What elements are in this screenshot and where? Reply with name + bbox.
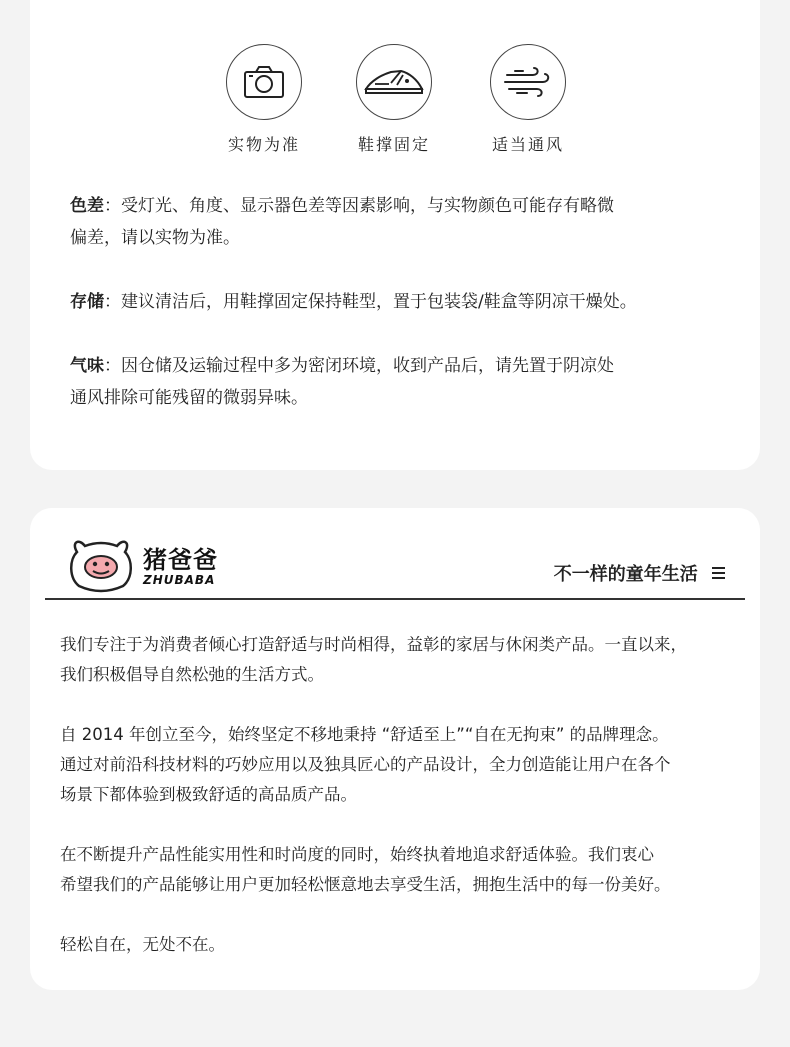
about-line: 我们专注于为消费者倾心打造舒适与时尚相得，益彰的家居与休闲类产品。一直以来， bbox=[60, 635, 687, 654]
pig-logo-icon bbox=[65, 538, 137, 594]
about-line: 轻松自在，无处不在。 bbox=[60, 935, 225, 954]
note-title: 存储 bbox=[70, 292, 104, 312]
note-line: 通风排除可能残留的微弱异味。 bbox=[70, 388, 308, 408]
brand-slogan bbox=[554, 560, 725, 586]
wind-icon bbox=[503, 66, 553, 98]
note-line: 偏差，请以实物为准。 bbox=[70, 228, 240, 248]
care-label: 适当通风 bbox=[491, 135, 564, 154]
care-notes bbox=[70, 190, 750, 446]
divider bbox=[45, 598, 745, 600]
care-item-shoe-tree bbox=[334, 44, 454, 155]
about-paragraph bbox=[60, 840, 750, 900]
about-line: 场景下都体验到极致舒适的高品质产品。 bbox=[60, 785, 357, 804]
care-label: 鞋撑固定 bbox=[357, 135, 430, 154]
note-line: ：受灯光、角度、显示器色差等因素影响，与实物颜色可能存有略微 bbox=[104, 196, 614, 216]
note-odor bbox=[70, 350, 750, 414]
brand-story-card bbox=[30, 508, 760, 990]
about-line: 在不断提升产品性能实用性和时尚度的同时，始终执着地追求舒适体验。我们衷心 bbox=[60, 845, 654, 864]
care-item-color bbox=[204, 44, 324, 155]
note-storage bbox=[70, 286, 750, 318]
brand-about bbox=[60, 630, 750, 990]
about-paragraph bbox=[60, 630, 750, 690]
about-line: 希望我们的产品能够让用户更加轻松惬意地去享受生活，拥抱生活中的每一份美好。 bbox=[60, 875, 671, 894]
brand-name-cn: 猪爸爸 bbox=[143, 546, 218, 574]
menu-icon[interactable] bbox=[712, 567, 725, 579]
camera-icon bbox=[243, 65, 285, 99]
brand-name-en: ZHUBABA bbox=[143, 573, 216, 587]
note-title: 色差 bbox=[70, 196, 104, 216]
about-line: 自 2014 年创立至今，始终坚定不移地秉持 “舒适至上”“自在无拘束” 的品牌理念。 bbox=[60, 725, 669, 744]
note-title: 气味 bbox=[70, 356, 104, 376]
care-label: 实物为准 bbox=[227, 135, 300, 154]
about-paragraph bbox=[60, 930, 750, 960]
note-line: ：建议清洁后，用鞋撑固定保持鞋型，置于包装袋/鞋盒等阴凉干燥处。 bbox=[104, 292, 637, 312]
about-line: 通过对前沿科技材料的巧妙应用以及独具匠心的产品设计，全力创造能让用户在各个 bbox=[60, 755, 671, 774]
note-line: ：因仓储及运输过程中多为密闭环境，收到产品后，请先置于阴凉处 bbox=[104, 356, 614, 376]
about-line: 我们积极倡导自然松弛的生活方式。 bbox=[60, 665, 324, 684]
about-paragraph bbox=[60, 720, 750, 810]
care-item-ventilation bbox=[468, 44, 588, 155]
note-color-difference bbox=[70, 190, 750, 254]
product-care-card bbox=[30, 0, 760, 470]
shoe-tree-icon bbox=[363, 67, 425, 97]
slogan-text: 不一样的童年生活 bbox=[553, 564, 698, 585]
